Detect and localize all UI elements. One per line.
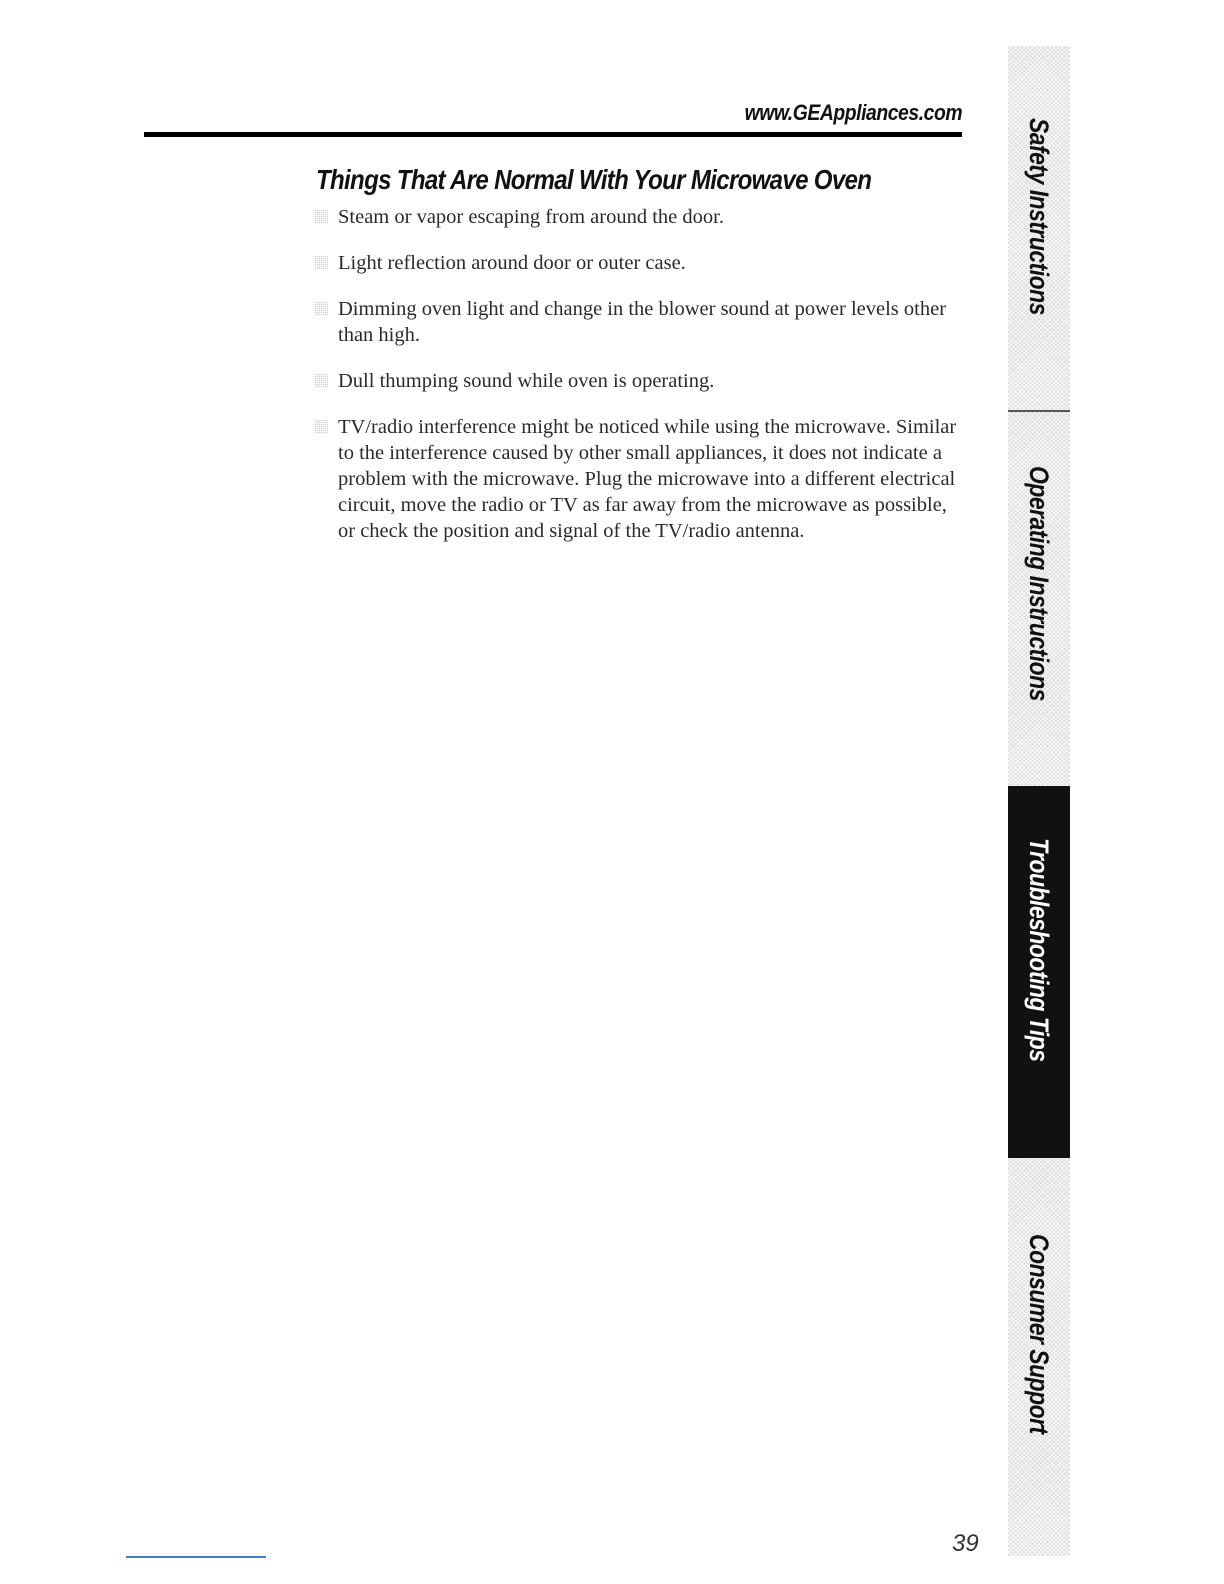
tab-consumer-support[interactable] [1008,1158,1070,1556]
section-tabs-sidebar [1008,46,1070,1556]
list-item [314,296,964,348]
list-item [314,414,964,544]
bullet-square-icon [314,302,328,316]
bullet-square-icon [314,256,328,270]
page-number: 39 [952,1530,979,1557]
tab-label: Safety Instructions [1024,118,1054,315]
bullet-square-icon [314,420,328,434]
list-item-text: Dull thumping sound while oven is operating. [338,370,715,392]
list-item [314,204,964,230]
list-item-text: Steam or vapor escaping from around the door. [338,206,724,228]
list-item [314,368,964,394]
site-url: www.GEAppliances.com [744,100,962,125]
tab-label: Consumer Support [1024,1234,1054,1434]
normal-conditions-list [314,204,964,564]
tab-label: Troubleshooting Tips [1024,838,1054,1062]
footer-line [126,1556,266,1558]
list-item-text: TV/radio interference might be noticed while using the microwave. Similar to the interference caused by other small appliances, it does not indicate a problem with the microwave. Plug the microwave into a different electrical circuit, move the radio or TV as far away from the microwave as possible, or check the position and signal of the TV/radio antenna. [338,416,957,542]
header-rule [144,132,962,137]
tab-label: Operating Instructions [1024,466,1054,701]
list-item [314,250,964,276]
section-title: Things That Are Normal With Your Microwave Oven [316,164,872,195]
bullet-square-icon [314,374,328,388]
list-item-text: Dimming oven light and change in the blower sound at power levels other than high. [338,298,947,346]
list-item-text: Light reflection around door or outer case. [338,252,686,274]
tab-safety-instructions[interactable] [1008,46,1070,410]
bullet-square-icon [314,210,328,224]
tab-troubleshooting-tips[interactable] [1008,786,1070,1158]
tab-operating-instructions[interactable] [1008,412,1070,786]
